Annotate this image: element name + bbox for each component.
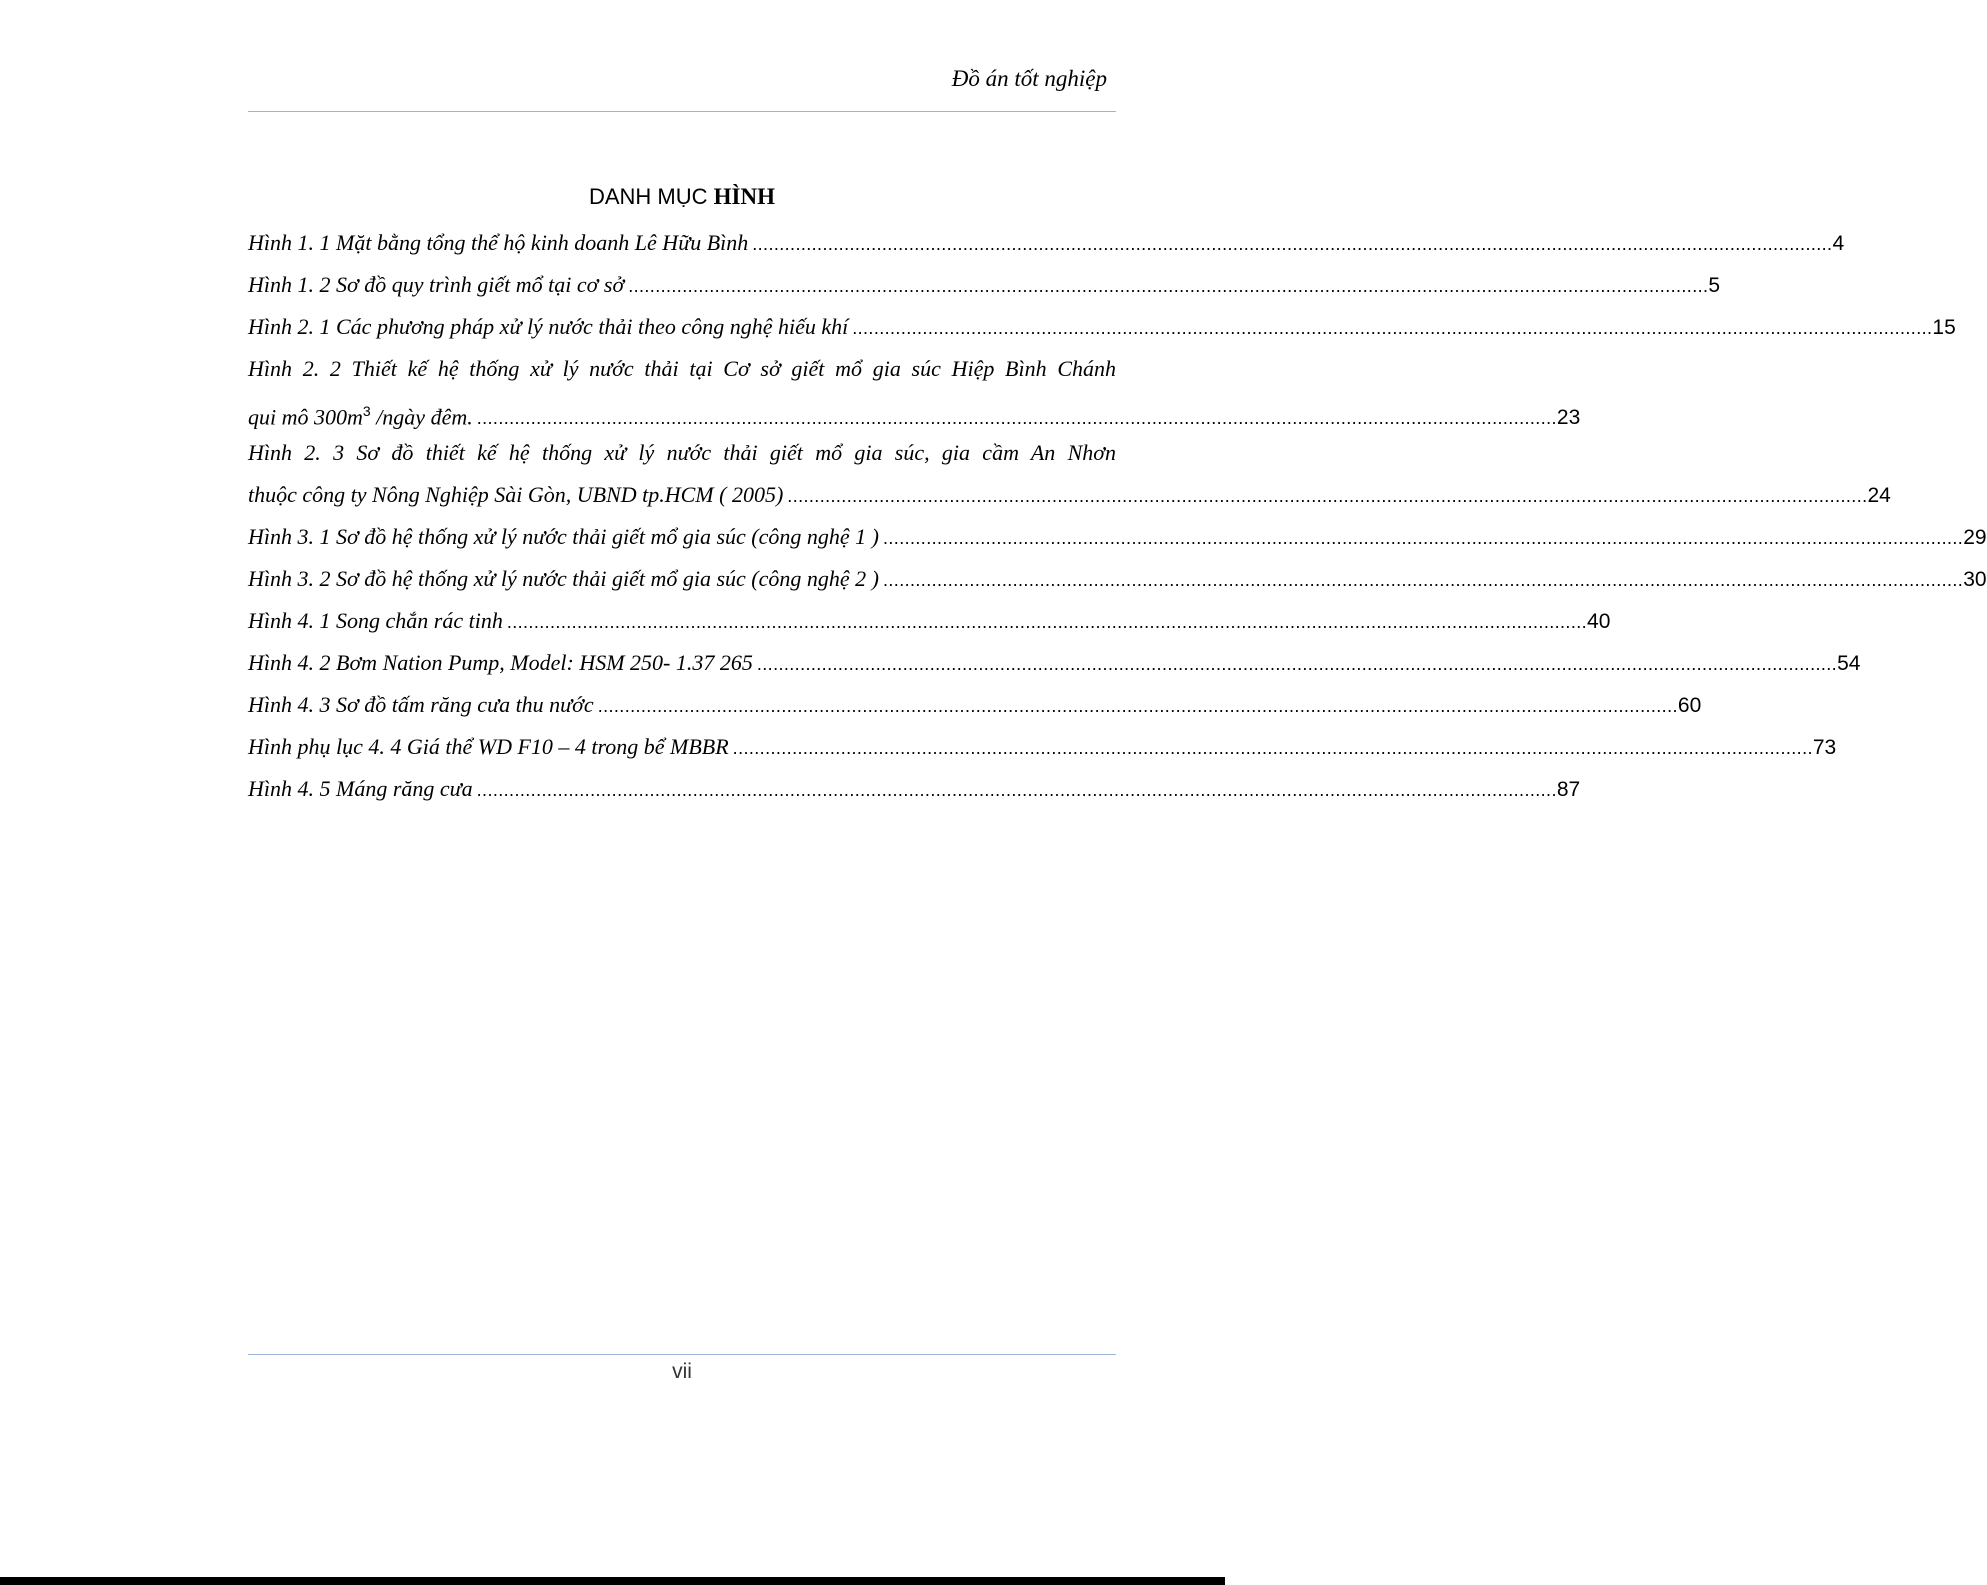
- page-bottom-edge: [0, 1577, 1225, 1585]
- entry-page: 87: [1556, 778, 1581, 801]
- entry-page: 54: [1837, 652, 1861, 675]
- entry-text: Hình phụ lục 4. 4 Giá thể WD F10 – 4 trong bể MBBR: [248, 734, 729, 759]
- entry-text: Hình 1. 1 Mặt bằng tổng thể hộ kinh doanh Lê Hữu Bình: [248, 230, 749, 255]
- toc-entry[interactable]: [248, 558, 1987, 600]
- entry-page: 15: [1932, 316, 1956, 339]
- superscript: 3: [362, 403, 371, 419]
- running-header: Đồ án tốt nghiệp: [951, 66, 1107, 91]
- dot-leader: ........................................................................................................................................................................................................: [476, 780, 1557, 800]
- toc-entry[interactable]: [248, 600, 1611, 642]
- entry-text: Hình 2. 1 Các phương pháp xử lý nước thải theo công nghệ hiếu khí: [248, 314, 849, 339]
- entry-text-line1: Hình 2. 3 Sơ đồ thiết kế hệ thống xử lý nước thải giết mổ gia súc, gia cầm An Nhơn: [248, 440, 1116, 465]
- entry-text: Hình 3. 1 Sơ đồ hệ thống xử lý nước thải giết mổ gia súc (công nghệ 1 ): [248, 524, 879, 549]
- header-rule: [248, 111, 1116, 112]
- entry-page: 30: [1963, 568, 1987, 591]
- dot-leader: ........................................................................................................................................................................................................: [787, 486, 1868, 506]
- dot-leader: ........................................................................................................................................................................................................: [852, 318, 1933, 338]
- toc-entry[interactable]: [248, 768, 1581, 810]
- dot-leader: ........................................................................................................................................................................................................: [732, 738, 1813, 758]
- dot-leader: ........................................................................................................................................................................................................: [883, 528, 1964, 548]
- entry-page: 24: [1867, 484, 1891, 507]
- entry-text-line2: thuộc công ty Nông Nghiệp Sài Gòn, UBND tp.HCM ( 2005): [248, 482, 784, 507]
- dot-leader: ........................................................................................................................................................................................................: [883, 570, 1964, 590]
- toc-title: [248, 184, 1116, 210]
- entry-text: Hình 4. 3 Sơ đồ tấm răng cưa thu nước: [248, 692, 594, 717]
- toc-entry[interactable]: [248, 684, 1702, 726]
- entry-text: Hình 4. 5 Máng răng cưa: [248, 776, 473, 801]
- page-number: vii: [672, 1360, 692, 1383]
- entry-page: 73: [1812, 736, 1837, 759]
- toc-entry[interactable]: [248, 222, 1845, 264]
- entry-page: 40: [1587, 610, 1611, 633]
- dot-leader: ........................................................................................................................................................................................................: [476, 408, 1557, 429]
- dot-leader: ........................................................................................................................................................................................................: [597, 696, 1678, 716]
- dot-leader: ........................................................................................................................................................................................................: [506, 612, 1588, 632]
- entry-page: 4: [1832, 232, 1845, 255]
- toc-entry[interactable]: [248, 348, 1581, 432]
- dot-leader: ........................................................................................................................................................................................................: [628, 276, 1709, 296]
- entry-text-before: qui mô 300m: [248, 404, 363, 430]
- toc-entry[interactable]: [248, 432, 1891, 516]
- entry-text: Hình 1. 2 Sơ đồ quy trình giết mổ tại cơ sở: [248, 272, 625, 297]
- entry-text: Hình 3. 2 Sơ đồ hệ thống xử lý nước thải giết mổ gia súc (công nghệ 2 ): [248, 566, 879, 591]
- figure-list: [248, 222, 1987, 810]
- entry-text: Hình 4. 1 Song chắn rác tinh: [248, 608, 503, 633]
- entry-page: 5: [1708, 274, 1721, 297]
- entry-text-after: /ngày đêm.: [370, 404, 473, 430]
- entry-page: 23: [1556, 406, 1581, 430]
- toc-entry[interactable]: [248, 264, 1721, 306]
- toc-entry[interactable]: [248, 642, 1861, 684]
- dot-leader: ........................................................................................................................................................................................................: [756, 654, 1838, 674]
- footer-rule: [248, 1354, 1116, 1355]
- toc-entry[interactable]: [248, 516, 1987, 558]
- toc-entry[interactable]: [248, 726, 1837, 768]
- toc-title-bold: HÌNH: [713, 184, 775, 209]
- toc-title-plain: DANH MỤC: [588, 184, 714, 209]
- entry-text: Hình 4. 2 Bơm Nation Pump, Model: HSM 250- 1.37 265: [248, 650, 753, 675]
- dot-leader: ........................................................................................................................................................................................................: [752, 234, 1833, 254]
- entry-text-line1: Hình 2. 2 Thiết kế hệ thống xử lý nước thải tại Cơ sở giết mổ gia súc Hiệp Bình Chánh: [248, 356, 1116, 381]
- toc-entry[interactable]: [248, 306, 1956, 348]
- entry-page: 29: [1963, 526, 1987, 549]
- entry-page: 60: [1677, 694, 1702, 717]
